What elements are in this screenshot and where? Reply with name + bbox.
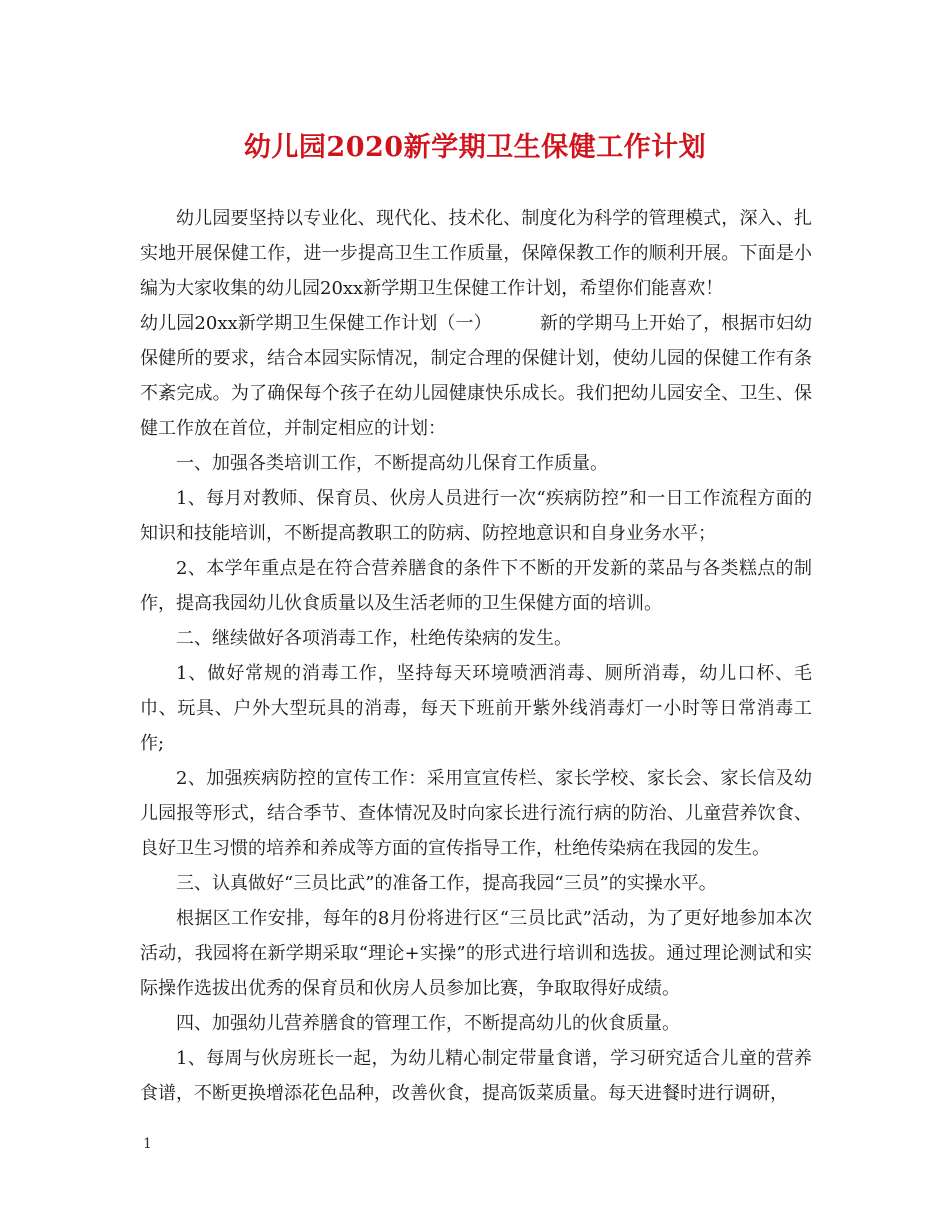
competition-paragraph: 根据区工作安排，每年的8月份将进行区“三员比武”活动，为了更好地参加本次活动，我园将在新学期采取“理论+实操”的形式进行培训和选拔。通过理论测试和实际操作选拔出优秀的保育员和伙房人员参加比赛，争取取得好成绩。 [140, 908, 812, 999]
section-heading-competition: 三、认真做好“三员比武”的准备工作，提高我园“三员”的实操水平。 [176, 873, 717, 894]
document-body [140, 201, 812, 1111]
plan-one-paragraph [140, 306, 812, 446]
document-title: 幼儿园2020新学期卫生保健工作计划 [243, 132, 707, 163]
training-item-2: 2、本学年重点是在符合营养膳食的条件下不断的开发新的菜品与各类糕点的制作，提高我园幼儿伙食质量以及生活老师的卫生保健方面的培训。 [140, 558, 812, 614]
plan-one-body: 新的学期马上开始了，根据市妇幼保健所的要求，结合本园实际情况，制定合理的保健计划，使幼儿园的保健工作有条不紊完成。为了确保每个孩子在幼儿园健康快乐成长。我们把幼儿园安全、卫生、保健工作放在首位，并制定相应的计划： [140, 313, 812, 439]
intro-paragraph: 幼儿园要坚持以专业化、现代化、技术化、制度化为科学的管理模式，深入、扎实地开展保健工作，进一步提高卫生工作质量，保障保教工作的顺利开展。下面是小编为大家收集的幼儿园20xx新学期卫生保健工作计划，希望你们能喜欢！ [140, 208, 812, 299]
training-item-1: 1、每月对教师、保育员、伙房人员进行一次“疾病防控”和一日工作流程方面的知识和技能培训，不断提高教职工的防病、防控地意识和自身业务水平； [140, 488, 812, 544]
section-heading-training: 一、加强各类培训工作，不断提高幼儿保育工作质量。 [176, 453, 608, 474]
page-number: 1 [143, 1136, 152, 1152]
disinfection-item-2: 2、加强疾病防控的宣传工作：采用宣宣传栏、家长学校、家长会、家长信及幼儿园报等形式，结合季节、查体情况及时向家长进行流行病的防治、儿童营养饮食、良好卫生习惯的培养和养成等方面的宣传指导工作，杜绝传染病在我园的发生。 [140, 768, 812, 859]
disinfection-item-1: 1、做好常规的消毒工作，坚持每天环境喷洒消毒、厕所消毒，幼儿口杯、毛巾、玩具、户外大型玩具的消毒，每天下班前开紫外线消毒灯一小时等日常消毒工作; [140, 663, 812, 754]
section-heading-disinfection: 二、继续做好各项消毒工作，杜绝传染病的发生。 [176, 628, 572, 649]
plan-one-heading: 幼儿园20xx新学期卫生保健工作计划（一） [140, 313, 492, 334]
nutrition-item-1: 1、每周与伙房班长一起，为幼儿精心制定带量食谱，学习研究适合儿童的营养食谱，不断更换增添花色品种，改善伙食，提高饭菜质量。每天进餐时进行调研， [140, 1048, 812, 1104]
section-heading-nutrition: 四、加强幼儿营养膳食的管理工作，不断提高幼儿的伙食质量。 [176, 1013, 680, 1034]
